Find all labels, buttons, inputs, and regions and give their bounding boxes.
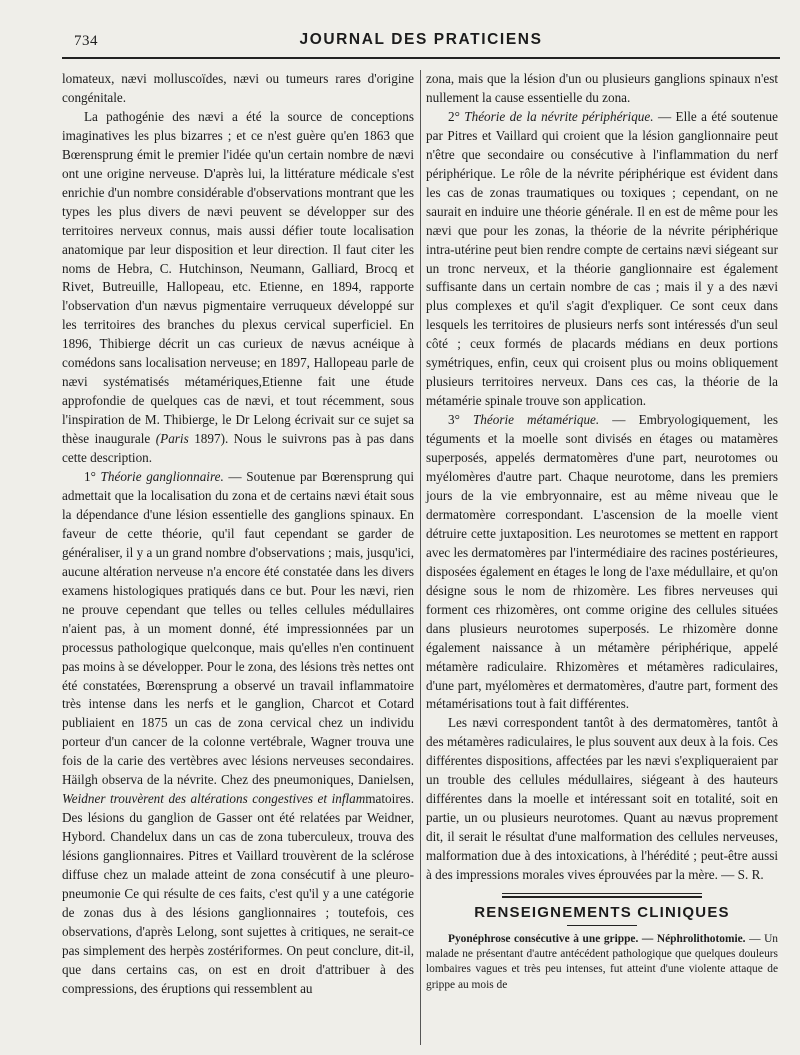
text-span: La pathogénie des nævi a été la source de conceptions imaginatives les plus bizarres ; et ce n'est guère qu'en 1863 que Bœrensprung émit le premier l'idée qu'un certain nombre de nævi ont une origine nerveuse. D'après lui, la littérature médicale s'est enrichie d'un nombre considérable d'observations montrant que les types les plus divers de nævi peuvent se développer sur des territoires nerveux connus, mais aussi défier toute localisation anatomique par leur disposition et leur direction. Il faut citer les noms de Hebra, C. Hutchinson, Neumann, Galliard, Brocq et Rivet, Butreuille, Hallopeau, etc. Etienne, en 1894, rapporte l'observation d'un nævus pigmentaire verruqueux développé sur les territoires des branches du plexus cervical superficiel. En 1896, Thibierge décrit un cas curieux de nævus acnéique à comédons sans localisation nerveuse; en 1897, Hallopeau parle de nævi systématisés métamériques,Etienne fait une étude approfondie de quelques cas de nævi, et tout récemment, sous l'inspiration de M. Thibierge, le Dr Lelong écrivait sur ce sujet sa thèse inaugurale — [62, 108, 414, 447]
text-span: — Un malade ne présentant d'autre antécédent pathologique que quelques douleurs lombaires vagues et très peu intenses, fut atteint d'une violente attaque de grippe au mois de — [426, 932, 778, 991]
paragraph — [426, 108, 778, 411]
left-column — [62, 70, 414, 999]
section-rule — [502, 896, 702, 898]
text-span: — Embryologiquement, les téguments et la moelle sont divisés en étages ou matamères superposés, appelés dermatomères d'une part, neurotomes ou myélomères d'autre part. Chaque neurotome, dans les premiers jours de la vie embryonnaire, est au même niveau que le dermatomère correspondant. L'ascension de la moelle vient détruire cette juxtaposition. Les neurotomes se mettent en rapport avec les dermatomères par l'intermédiaire des racines postérieures, disposées également en étages le long de l'axe médullaire, et qu'on désigne sous le nom de rhizomère. Les fibres nerveuses qui forment ces rhizomères, ont comme origine des cellules situées dans plusieurs neurotomes superposés. Le rhizomère donne également naissance à un métamère périphérique, appelé métamère radiculaire. Rhizomères et métamères radiculaires, d'une part, myélomères et dermatomères, d'autre part, forment des métamérisations tout à fait différentes. — [426, 412, 779, 712]
italic-span: (Paris — [155, 431, 189, 447]
page-header — [62, 30, 780, 60]
page-number: 734 — [74, 33, 98, 49]
italic-span: Théorie ganglionnaire. — [100, 469, 224, 485]
paragraph: lomateux, nævi molluscoïdes, nævi ou tumeurs rares d'origine congénitale. — [62, 71, 414, 105]
paragraph: zona, mais que la lésion d'un ou plusieurs ganglions spinaux n'est nullement la cause essentielle du zona. — [426, 71, 778, 105]
italic-span: Weidner trouvèrent des altérations congestives et inflam — [62, 791, 366, 807]
text-span: — Soutenue par Bœrensprung qui admettait que la localisation du zona et de certains nævi était sous la dépendance d'une lésion essentielle des ganglions spinaux. En faveur de cette théorie, qu'il faut cependant se garder de généraliser, il y a un grand nombre d'observations ; mais, jusqu'ici, aucune altération nerveuse n'a encore été constatée dans les divers examens histologiques pratiqués dans ce but. Pour les nævi, rien ne prouve cependant que telles ou telles cellules médullaires n'aient pas, à un moment donné, été impressionnées par un processus pathologique quelconque, mais qu'elles n'en continuent pas moins à se développer. Pour le zona, des lésions très nettes ont été constatées, Bœrensprung a observé un travail inflammatoire très intense dans les nerfs et le ganglion, Charcot et Cotard publiaient en 1875 un cas de zona cervical chez un individu porteur d'un cancer de la colonne vertébrale, Wagner trouva une fois de la carie des vertèbres avec lésions nerveuses secondaires. Häilgh observa de la névrite. Chez des pneumoniques, Danielsen, — [62, 469, 415, 788]
text-span: 1° — [84, 469, 101, 485]
paragraph — [62, 108, 414, 468]
article-title: Pyonéphrose consécutive à une grippe. — Néphrolithotomie. — [448, 932, 746, 945]
text-span: 3° — [448, 412, 473, 428]
italic-span: Théorie de la névrite périphérique. — [464, 108, 654, 124]
journal-title: JOURNAL DES PRATICIENS — [299, 31, 543, 48]
paragraph — [426, 411, 778, 714]
text-span: 1897). Nous le suivrons pas à pas dans cette description. — [62, 431, 414, 466]
section-rule — [502, 893, 702, 894]
right-column — [426, 70, 778, 993]
text-span: 2° — [448, 108, 465, 124]
paragraph: Les nævi correspondent tantôt à des dermatomères, tantôt à des métamères radiculaires, le plus souvent aux deux à la fois. Ces différentes dispositions, affectées par les nævi s'expliqueraient par un trouble des cellules médullaires, siégeant à des hauteurs différentes dans la moelle et intéressant soit en totalité, soit en partie, un ou plusieurs neurotomes. Quant au nævus proprement dit, il serait le résultat d'une malformation des cellules nerveuses, malformation due à des intoxications, à l'hérédité ; peut-être aussi à des impressions morales vives éprouvées par la mère. — S. R. — [426, 715, 778, 883]
paragraph — [62, 468, 414, 999]
header-rule — [62, 57, 780, 59]
italic-span: Théorie métamérique. — [472, 412, 600, 428]
text-span: — Elle a été soutenue par Pitres et Vaillard qui croient que la lésion ganglionnaire peut n'être que secondaire ou consécutive à l'inflammation du nerf périphérique. Le rôle de la névrite périphérique est évident dans les cas de zonas traumatiques ou toxiques ; cependant, on ne saurait en induire une théorie générale. Il en est de même pour les nævi que pour les zonas, la théorie de la névrite périphérique intra-utérine peut bien rendre compte de certains nævi siégeant sur un tronc nerveux, et la théorie ganglionnaire est également suffisante dans un certain nombre de cas ; mais il y a des nævi plus complexes et qu'il s'agit d'expliquer. Ce sont ceux dans lesquels les territoires de plusieurs nerfs sont intéressés d'un seul côté ; ceux formés de placards médians en deux portions symétriques, enfin, ceux qui croisent plus ou moins obliquement plusieurs territoires nerveux. Dans ces cas, la théorie de la métamérie spinale trouve son application. — [426, 108, 779, 409]
section-heading: RENSEIGNEMENTS CLINIQUES — [474, 903, 730, 921]
column-divider — [420, 70, 421, 1045]
paragraph — [426, 932, 778, 993]
section-rule — [567, 925, 637, 926]
text-span: matoires. Des lésions du ganglion de Gasser ont été relatées par Weidner, Hybord. Chandelux dans un cas de zona tuberculeux, trouva des lésions ganglionnaires. Pitres et Vaillard trouvèrent de la sclérose diffuse chez un malade atteint de zona consécutif à une pleuro-pneumonie Ce qui résulte de ces faits, c'est qu'il y a une catégorie de zonas dus à des lésions ganglionnaires ; toutefois, ces observations, d'après Lelong, sont sujettes à critiques, ne serait-ce pas simplement des herpès zostériformes. On peut conclure, dit-il, que dans certains cas, on est en droit d'attribuer à des compressions, des éruptions qui ressemblent au — [62, 791, 414, 996]
